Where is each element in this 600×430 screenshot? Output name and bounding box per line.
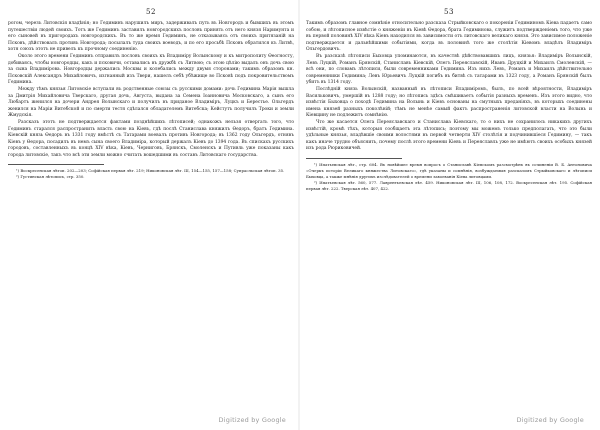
google-watermark: Digitized by Google bbox=[218, 416, 286, 424]
paragraph: рогом, черезъ Литовскія владѣнія; но Гедиминъ нарушилъ миръ, задерживалъ путь въ Новгородъ и бывшихъ въ этомъ путешествіи людей своихъ. Тотъ же Гедиминъ заставилъ новгородскихъ пословъ принять отъ него князя Наримунта и его сыновей въ пригородахъ новгородскихъ. Въ то же время Гедиминъ, не отказываясь отъ своихъ притязаній на Псковъ, дѣйствовалъ противъ Новгорода; посылалъ туда своихъ воеводъ, и по его просьбѣ Псковъ обратился къ Литвѣ, хотя союзъ этотъ не привелъ къ прочному соединенію. bbox=[8, 21, 294, 53]
paragraph: Между тѣмъ князья Литовскіе вступали въ родственные союзы съ русскими домами: дочь Гедимина Марія вышла за Дмитрія Михайловича Тверскаго, другая дочь, Августа, выдана за Семена Іоанновича Московскаго, а сынъ его Любартъ женился на дочери Андрея Волынскаго и получилъ въ приданое Владиміръ, Луцкъ и Берестье. Ольгердъ женился на Маріи Витебской и по смерти тестя сдѣлался обладателемъ Витебска; Кейстутъ получилъ Троки и земли Жмудскія. bbox=[8, 86, 294, 119]
footnote: ²) Густинская лѣтопись, стр. 350. bbox=[16, 174, 85, 180]
footnote: ¹) Ипатьевская лѣт., стр. 604. Въ новѣйшее время вопросъ о Станиславѣ Кіевскомъ разсмотрѣнъ въ сочиненіи В. Б. Антоновича «Очеркъ исторіи Великаго княжества Литовскаго», гдѣ указаны и сомнѣнія, возбуждаемыя разсказомъ Стрыйковскаго и лѣтописи Быховца, а также мнѣнія другихъ изслѣдователей о времени завоеванія Кіева литовцами. bbox=[306, 161, 592, 179]
footnote: ¹) Воскресенская лѣтоп. 202—203; Софійская первая лѣт. 219; Никоновская лѣт. III, 154—155, 157—158; Супрасльская лѣтоп. 35. bbox=[16, 168, 285, 174]
paragraph: Въ разсказѣ лѣтописи Быховца упоминаются, въ качествѣ дѣйствовавшихъ лицъ, князья: Владиміръ Волынскій, Левъ Луцкій, Романъ Брянскій, Станиславъ Кіевскій, Олегъ Переяславскій, Иванъ Друцкій и Михаилъ Смоленскій, — всѣ они, по словамъ лѣтописи, были современниками Гедимина. Изъ нихъ Левъ, Романъ и Михаилъ дѣйствительно современники Гедимина; Левъ Юрьевичъ Луцкій погибъ въ битвѣ съ татарами въ 1323 году, а Романъ Брянскій былъ убитъ въ 1314 году. bbox=[306, 53, 592, 86]
google-watermark: Digitized by Google bbox=[516, 416, 584, 424]
paragraph: Что же касается Олега Переяславскаго и Станислава Кіевскаго, то о нихъ не сохранилось никакихъ другихъ извѣстій, кромѣ тѣхъ, которыя сообщаетъ эта лѣтопись; поэтому мы можемъ только предполагать, что это были удѣльные князья, владѣвшіе своими волостями въ первой четверти XIV столѣтія и подчинившіеся Гедимину, — такъ какъ иначе трудно объяснить, почему послѣ этого времени Кіевъ и Переяславль уже не имѣютъ своихъ особыхъ князей изъ рода Рюриковичей. bbox=[306, 119, 592, 152]
page-number: 53 bbox=[444, 8, 454, 16]
footnotes bbox=[306, 162, 592, 192]
paragraph: Около этого времени Гедиминъ отправилъ пословъ своихъ къ Владиміру Волынскому и къ митрополиту Ѳеогносту, добиваясь, чтобы новгородцы, какъ и псковичи, оставались въ дружбѣ съ Литвою; съ этою цѣлію выдалъ онъ дочь свою за сына Владимірова. Новгородцы держались Москвы и колебались между двумя сторонами; такимъ образомъ кн. Псковскій Александръ Михайловичъ, изгнанный изъ Твери, нашелъ себѣ убѣжище во Псковѣ подъ покровительствомъ Гедимина. bbox=[8, 53, 294, 86]
paragraph: Послѣдній князь Волынскій, названный въ лѣтописи Владиміромъ, былъ, по всей вѣроятности, Владиміръ Васильковичъ, умершій въ 1288 году; но лѣтопись здѣсь смѣшиваетъ событія разныхъ временъ. Изъ этого видно, что извѣстія Быховца о походѣ Гедимина на Волынь и Кіевъ основаны на смутныхъ преданіяхъ, въ которыхъ соединены имена князей разныхъ поколѣній; тѣмъ не менѣе самый фактъ распространенія литовской власти на Волынь и Кіевщину не подлежитъ сомнѣнію. bbox=[306, 86, 592, 119]
footnote: ²) Ипатьевская лѣт. 560, 577. Лаврентьевская лѣт. 459. Никоновская лѣт. III, 106, 108, 172. Воскресенская лѣт. 195. Софійская первая лѣт. 222. Тверская лѣт. 407, 422. bbox=[306, 179, 592, 191]
body-text bbox=[8, 21, 294, 159]
footnote-rule bbox=[306, 158, 402, 159]
body-text bbox=[306, 21, 592, 153]
right-page bbox=[306, 0, 592, 430]
footnote-rule bbox=[8, 164, 104, 165]
paragraph: Разсказъ этотъ не подтверждается фактами позднѣйшихъ лѣтописей; однакожъ нельзя отвергать того, что Гедиминъ старался распространить власть свою на Кіевъ, гдѣ послѣ Станислава княжилъ Ѳедоръ, братъ Гедимина. Кіевскій князь Ѳедоръ въ 1331 году вмѣстѣ съ Татарами воевалъ противъ Новгорода; въ 1362 году Ольгердъ, отнявъ Кіевъ у Ѳедора, посадилъ въ немъ сына своего Владиміра, который держалъ Кіевъ до 1394 года. Въ спискахъ русскихъ городовъ, составленныхъ въ концѣ XIV вѣка, Кіевъ, Черниговъ, Брянскъ, Смоленскъ и Путивль уже показаны какъ города литовскіе, такъ что всѣ эти земли можно считать вошедшими въ составъ Литовскаго государства. bbox=[8, 119, 294, 158]
page-gutter bbox=[298, 0, 300, 430]
left-page bbox=[8, 0, 294, 430]
paragraph: Такимъ образомъ главное сомнѣніе относительно разсказа Стрыйковскаго о покореніи Гедиминомъ Кіева падаетъ само собою, и лѣтописное извѣстіе о княженіи въ Кіевѣ Ѳедора, брата Гедиминова, служитъ подтвержденіемъ того, что уже въ первой половинѣ XIV вѣка Кіевъ находился въ зависимости отъ литовскаго великаго князя. Это зависимое положеніе подтверждается и дальнѣйшими событіями, когда въ половинѣ того же столѣтія Кіевомъ владѣлъ Владиміръ Ольгердовичъ. bbox=[306, 21, 592, 53]
page-number: 52 bbox=[146, 8, 156, 16]
footnotes bbox=[8, 168, 294, 180]
